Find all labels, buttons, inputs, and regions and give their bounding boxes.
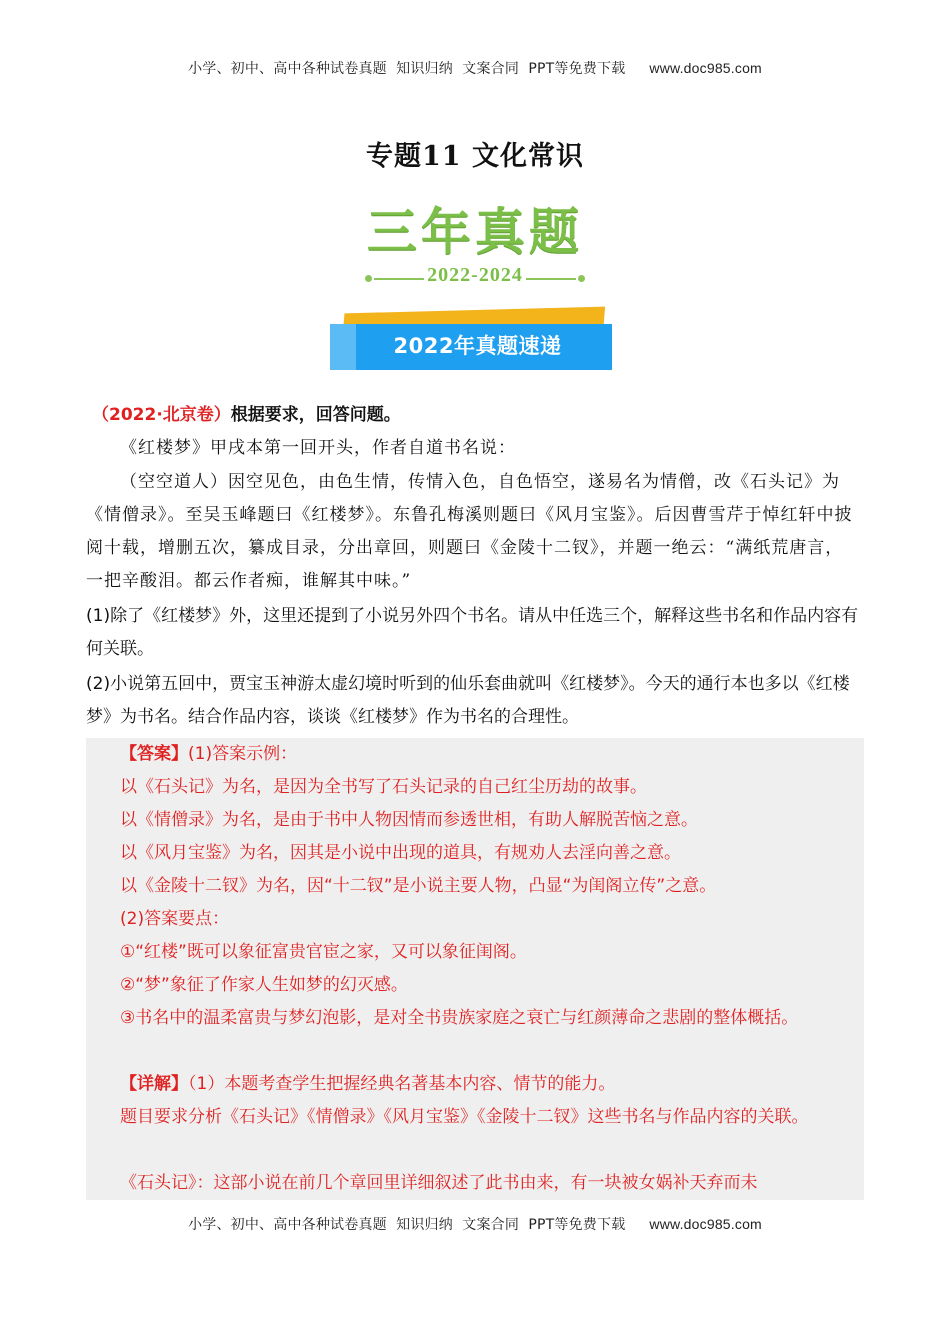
footer-site-link[interactable]: www.doc985.com — [649, 1216, 762, 1232]
answer-item: 以《石头记》为名，是因为全书写了石头记录的自己红尘历劫的故事。 — [120, 777, 647, 797]
detail-line-1: （1）本题考查学生把握经典名著基本内容、情节的能力。 — [188, 1074, 616, 1094]
detail-heading — [86, 1068, 860, 1101]
question-passage: （空空道人）因空见色，由色生情，传情入色，自色悟空，遂易名为情僧，改《石头记》为《情僧录》。至吴玉峰题曰《红楼梦》。东鲁孔梅溪则题曰《风月宝鉴》。后因曹雪芹于悼红轩中披阅十载，增删五次，纂成目录，分出章回，则题曰《金陵十二钗》，并题一绝云：“满纸荒唐言，一把辛酸泪。都云作者痴，谁解其中味。” — [86, 472, 853, 591]
answer-point: ①“红楼”既可以象征富贵官宦之家，又可以象征闺阁。 — [120, 942, 527, 962]
years-range: 2022-2024 — [427, 264, 523, 286]
page-footer — [0, 1214, 950, 1234]
answer-box — [86, 738, 864, 1200]
answer-tag: 【答案】 — [120, 744, 188, 764]
question-prompt: 根据要求，回答问题。 — [230, 405, 401, 425]
answer-point: ③书名中的温柔富贵与梦幻泡影，是对全书贵族家庭之衰亡与红颜薄命之悲剧的整体概括。 — [120, 1008, 799, 1028]
answer-part-2-heading: (2)答案要点： — [120, 909, 230, 929]
detail-line-2: 题目要求分析《石头记》《情僧录》《风月宝鉴》《金陵十二钗》这些书名与作品内容的关联。 — [120, 1107, 809, 1127]
answer-point: ②“梦”象征了作家人生如梦的幻灭感。 — [120, 975, 408, 995]
question-heading — [92, 400, 401, 425]
years-divider — [0, 264, 950, 294]
question-part-2: (2)小说第五回中，贾宝玉神游太虚幻境时听到的仙乐套曲就叫《红楼梦》。今天的通行本也多以《红楼梦》为书名。结合作品内容，谈谈《红楼梦》作为书名的合理性。 — [86, 674, 850, 727]
detail-line-3: 《石头记》：这部小说在前几个章回里详细叙述了此书由来，有一块被女娲补天弃而未 — [120, 1173, 758, 1193]
banner-label: 2022年真题速递 — [393, 334, 562, 358]
question-source: （2022·北京卷） — [92, 405, 231, 425]
answer-heading — [86, 738, 860, 771]
page-header — [0, 58, 950, 78]
divider-line-right — [526, 278, 576, 280]
answer-item: 以《金陵十二钗》为名，因“十二钗”是小说主要人物，凸显“为闺阁立传”之意。 — [120, 876, 717, 896]
footer-text: 小学、初中、高中各种试卷真题 知识归纳 文案合同 PPT等免费下载 — [188, 1217, 626, 1233]
divider-dot-right — [578, 275, 585, 282]
answer-part-1-heading: (1)答案示例： — [188, 744, 298, 764]
question-part-1: (1)除了《红楼梦》外，这里还提到了小说另外四个书名。请从中任选三个，解释这些书名和作品内容有何关联。 — [86, 606, 859, 659]
section-banner — [330, 310, 615, 374]
answer-item: 以《情僧录》为名，是由于书中人物因情而参透世相，有助人解脱苦恼之意。 — [120, 810, 698, 830]
three-year-title: 三年真题 — [367, 203, 583, 261]
header-text: 小学、初中、高中各种试卷真题 知识归纳 文案合同 PPT等免费下载 — [188, 61, 626, 77]
answer-item: 以《风月宝鉴》为名，因其是小说中出现的道具，有规劝人去淫向善之意。 — [120, 843, 681, 863]
header-site-link[interactable]: www.doc985.com — [649, 60, 762, 76]
topic-title: 专题11 文化常识 — [366, 141, 584, 172]
question-intro: 《红楼梦》甲戌本第一回开头，作者自道书名说： — [120, 438, 516, 458]
detail-tag: 【详解】 — [120, 1074, 188, 1094]
